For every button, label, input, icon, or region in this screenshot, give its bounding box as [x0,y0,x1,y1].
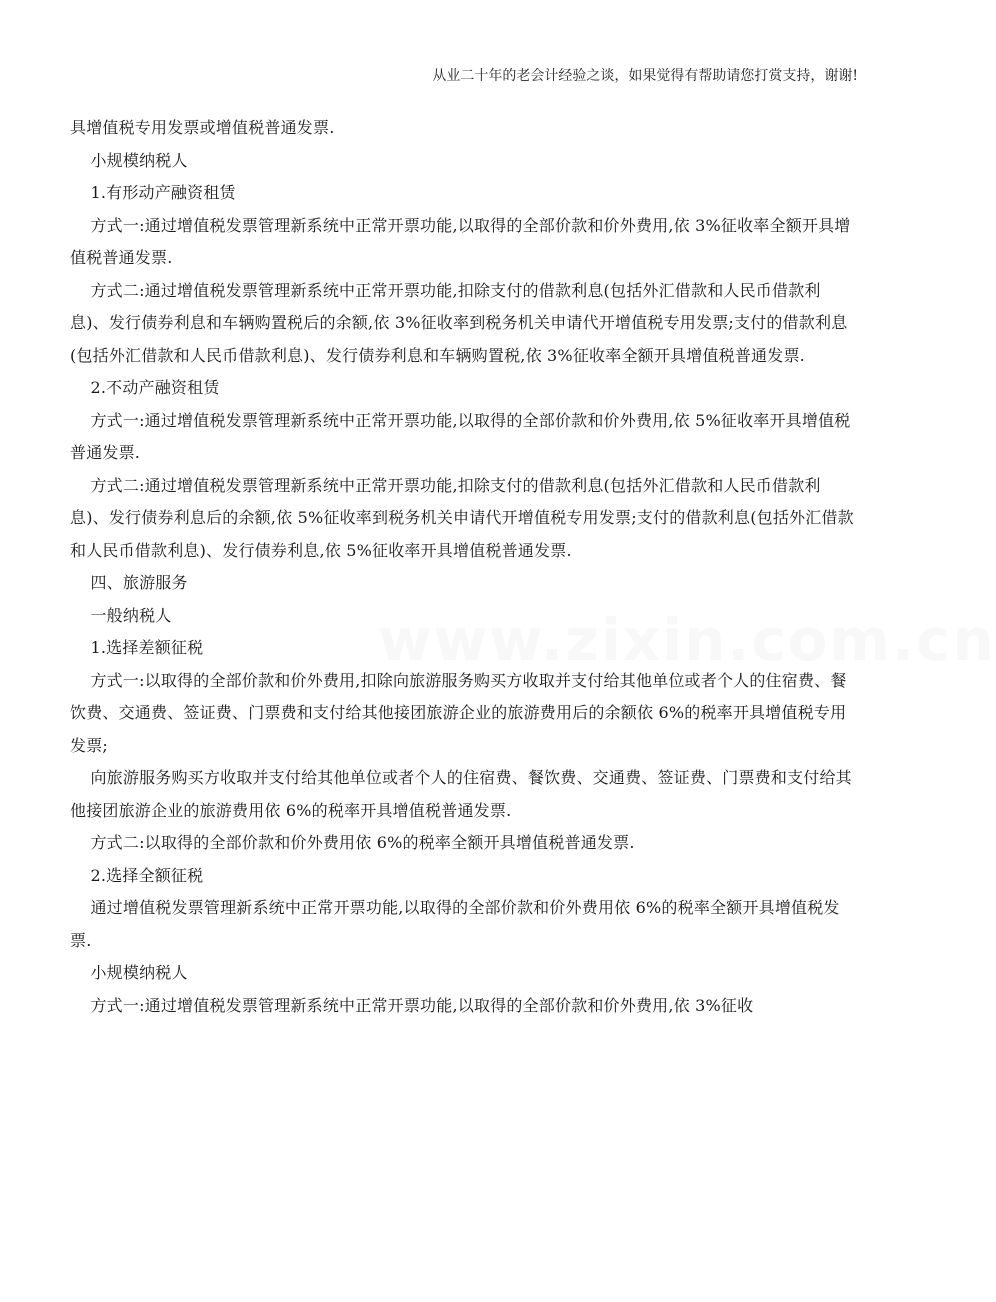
paragraph: 方式一:以取得的全部价款和价外费用,扣除向旅游服务购买方收取并支付给其他单位或者个人的住宿费、餐饮费、交通费、签证费、门票费和支付给其他接团旅游企业的旅游费用后的余额依 6%的税率开具增值税专用发票; [70,670,847,755]
subsection-heading: 一般纳税人 [90,605,172,625]
subsection-heading: 小规模纳税人 [90,963,188,982]
paragraph: 向旅游服务购买方收取并支付给其他单位或者个人的住宿费、餐饮费、交通费、签证费、门票费和支付给其他接团旅游企业的旅游费用依 6%的税率开具增值税普通发票. [70,768,852,820]
subsection-heading: 小规模纳税人 [90,150,188,170]
paragraph: 方式一:通过增值税发票管理新系统中正常开票功能,以取得的全部价款和价外费用,依 3%征收率全额开具增值税普通发票. [70,215,851,267]
item-heading: 1.选择差额征税 [90,638,204,657]
section-heading: 四、旅游服务 [90,573,188,592]
item-heading: 2.选择全额征税 [90,865,204,885]
item-heading: 2.不动产融资租赁 [90,378,220,397]
paragraph: 通过增值税发票管理新系统中正常开票功能,以取得的全部价款和价外费用依 6%的税率全额开具增值税发票. [70,898,840,950]
watermark: www.zixin.com.cn [378,606,996,674]
header-note: 从业二十年的老会计经验之谈，如果觉得有帮助请您打赏支持，谢谢! [432,68,858,84]
paragraph: 方式一:通过增值税发票管理新系统中正常开票功能,以取得的全部价款和价外费用,依 3%征收 [90,995,754,1015]
document-body [70,112,856,1022]
paragraph-continuation: 具增值税专用发票或增值税普通发票. [70,118,335,137]
paragraph: 方式一:通过增值税发票管理新系统中正常开票功能,以取得的全部价款和价外费用,依 5%征收率开具增值税普通发票. [70,410,851,462]
paragraph: 方式二:以取得的全部价款和价外费用依 6%的税率全额开具增值税普通发票. [90,833,635,852]
paragraph: 方式二:通过增值税发票管理新系统中正常开票功能,扣除支付的借款利息(包括外汇借款和人民币借款利息)、发行债券利息后的余额,依 5%征收率到税务机关申请代开增值税专用发票;支付的借款利息(包括外汇借款和人民币借款利息)、发行债券利息,依 5%征收率开具增值税普通发票. [70,475,854,560]
item-heading: 1.有形动产融资租赁 [90,183,236,202]
paragraph: 方式二:通过增值税发票管理新系统中正常开票功能,扣除支付的借款利息(包括外汇借款和人民币借款利息)、发行债券利息和车辆购置税后的余额,依 3%征收率到税务机关申请代开增值税专用发票;支付的借款利息(包括外汇借款和人民币借款利息)、发行债券利息和车辆购置税,依 3%征收率全额开具增值税普通发票. [70,280,848,365]
